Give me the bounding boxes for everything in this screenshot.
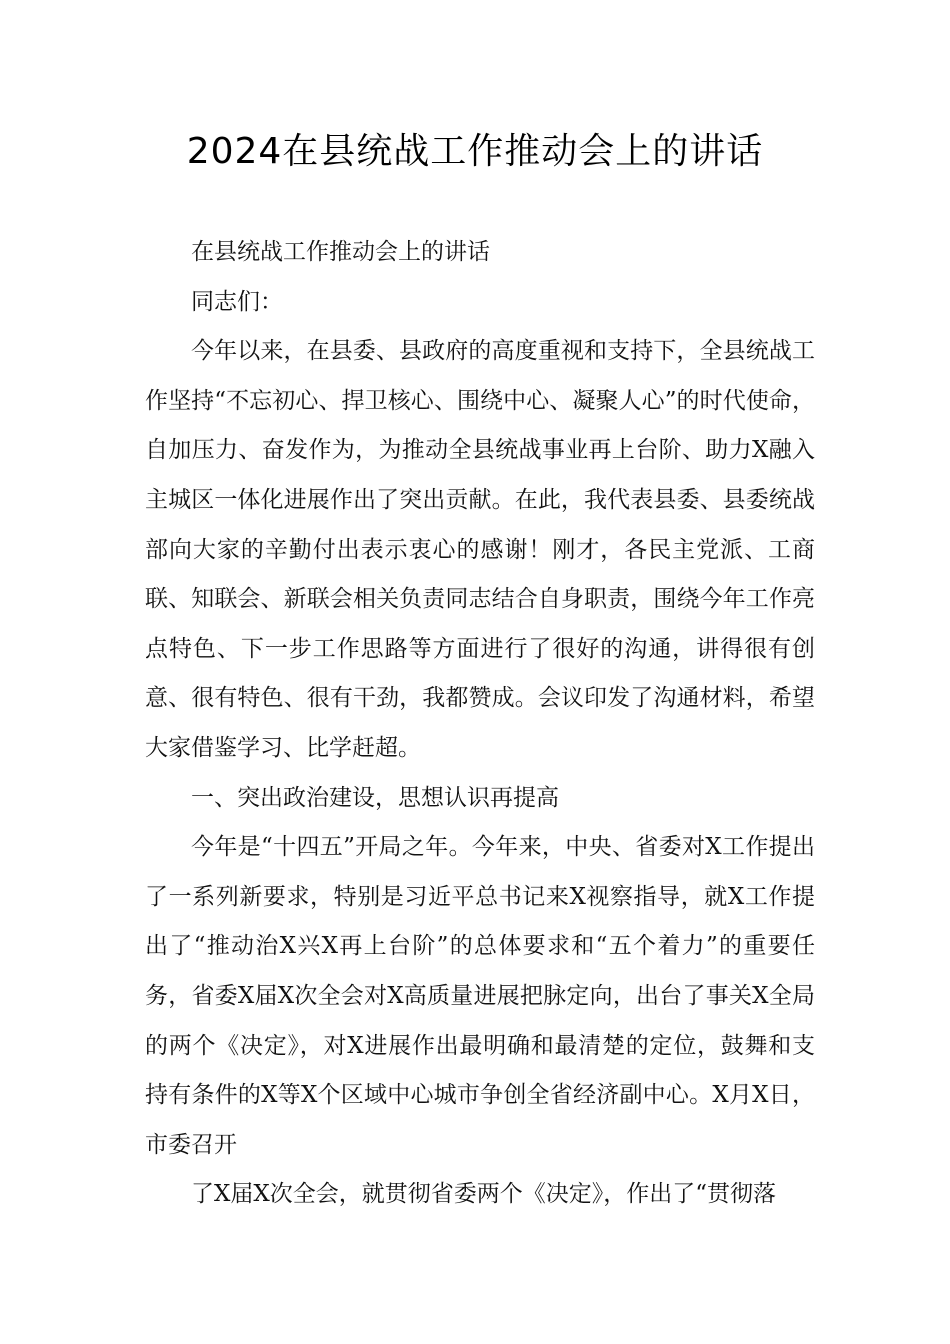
speech-heading: 在县统战工作推动会上的讲话 (191, 239, 490, 265)
document-title: 2024在县统战工作推动会上的讲话 (186, 131, 764, 172)
salutation: 同志们： (191, 288, 283, 315)
paragraph-section-1: 今年是“十四五”开局之年。今年来，中央、省委对X工作提出了一系列新要求，特别是习近平总书记来X视察指导，就X工作提出了“推动治X兴X再上台阶”的总体要求和“五个着力”的重要任务，省委X届X次全会对X高质量进展把脉定向，出台了事关X全局的两个《决定》，对X进展作出最明确和最清楚的定位，鼓舞和支持有条件的X等X个区域中心城市争创全省经济副中心。X月X日，市委召开 (145, 834, 815, 1158)
paragraph-continuation: 了X届X次全会，就贯彻省委两个《决定》，作出了“贯彻落 (191, 1181, 777, 1208)
document-body (145, 228, 815, 1220)
paragraph-intro: 今年以来，在县委、县政府的高度重视和支持下，全县统战工作坚持“不忘初心、捍卫核心、围绕中心、凝聚人心”的时代使命，自加压力、奋发作为，为推动全县统战事业再上台阶、助力X融入主城区一体化进展作出了突出贡献。在此，我代表县委、县委统战部向大家的辛勤付出表示衷心的感谢！刚才，各民主党派、工商联、知联会、新联会相关负责同志结合自身职责，围绕今年工作亮点特色、下一步工作思路等方面进行了很好的沟通，讲得很有创意、很有特色、很有干劲，我都赞成。会议印发了沟通材料，希望大家借鉴学习、比学赶超。 (145, 338, 815, 761)
section-heading-1: 一、突出政治建设，思想认识再提高 (191, 784, 559, 811)
